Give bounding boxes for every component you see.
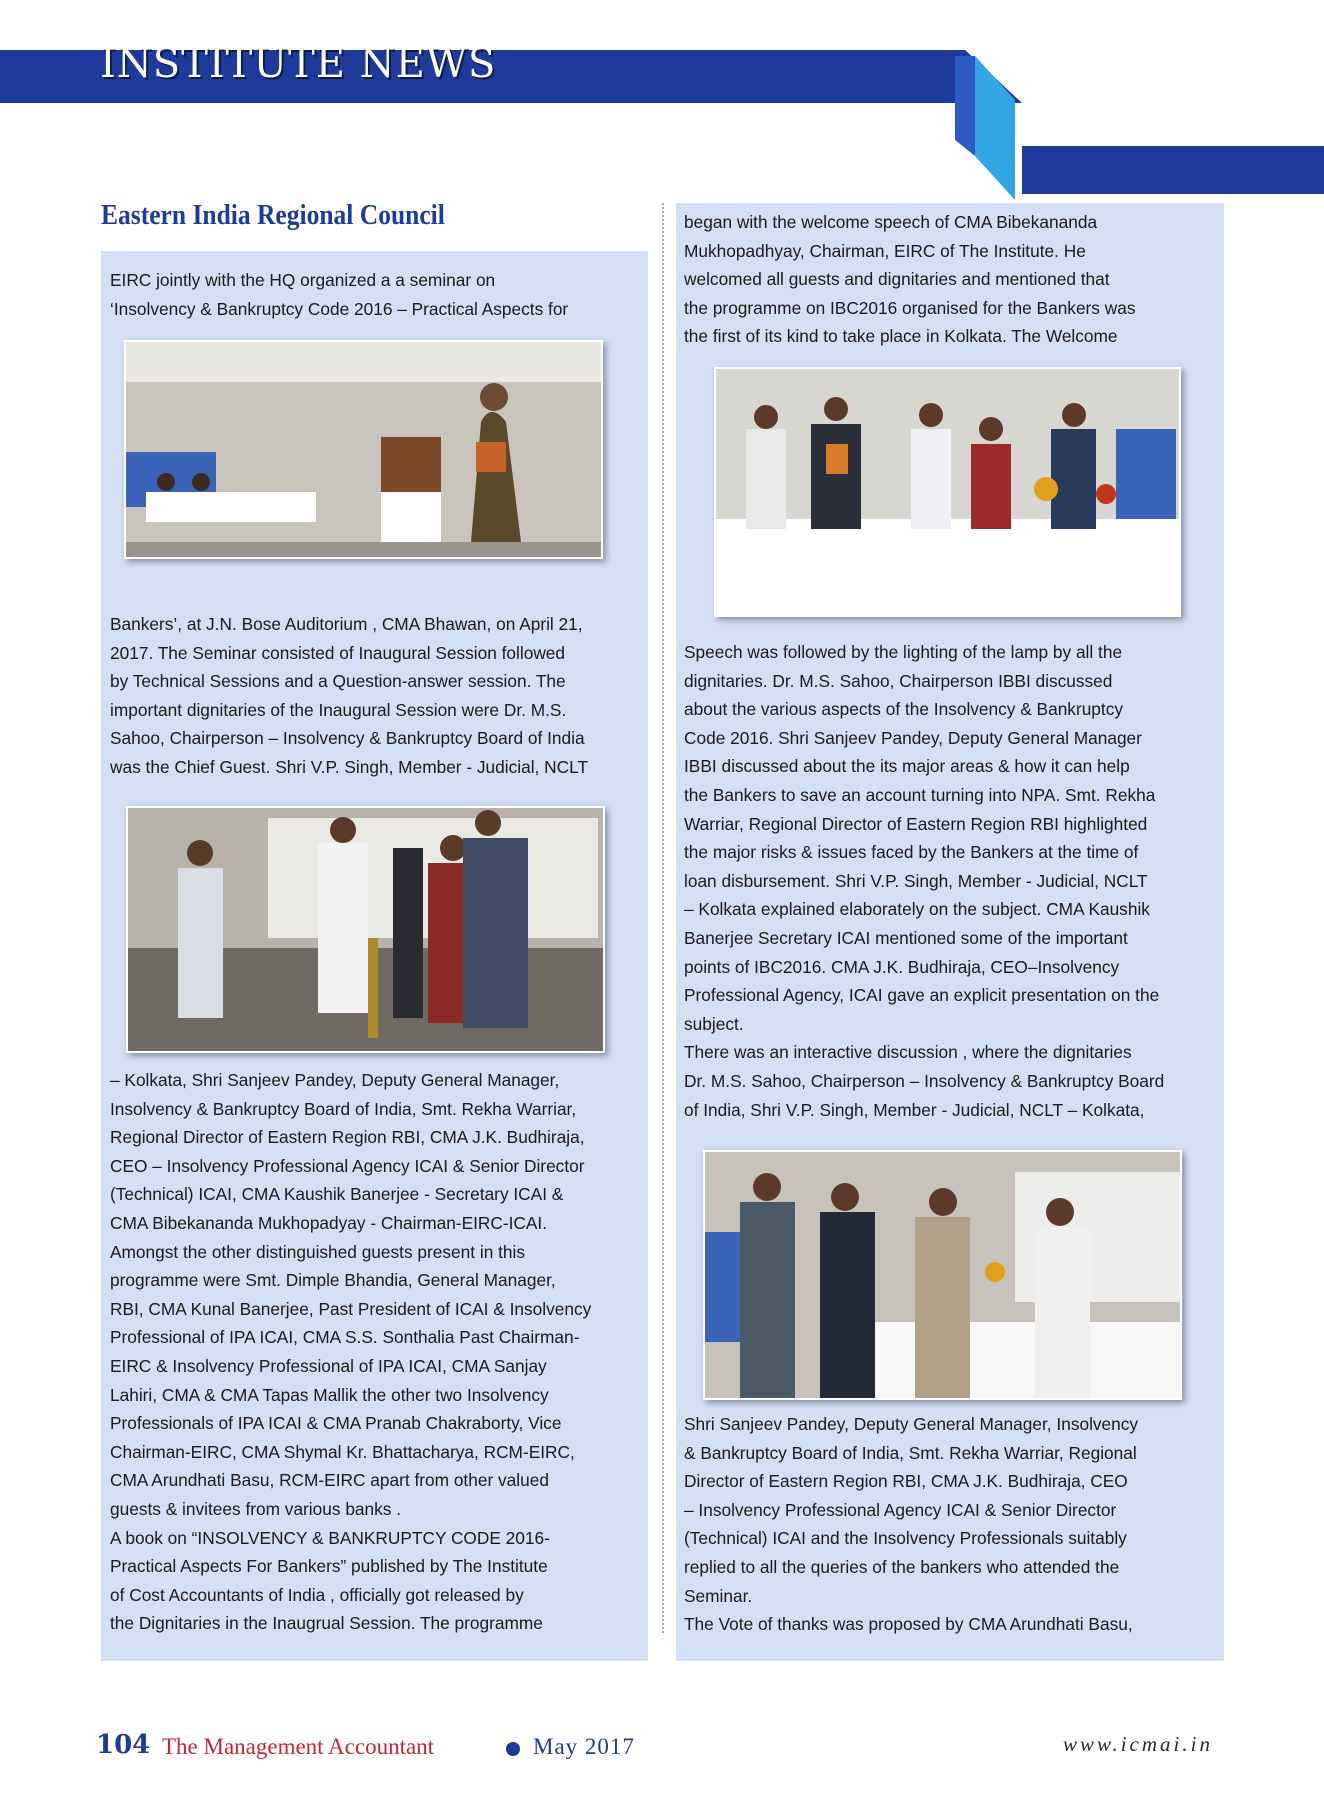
bullet-dot-icon: [506, 1742, 520, 1756]
right-paragraph-2: Speech was followed by the lighting of the lamp by all the dignitaries. Dr. M.S. Sahoo, Chairperson IBBI discussed about the various aspects of the Insolvency & Bankruptcy Code 2016. Shri Sanjeev Pandey, Deputy General Manager IBBI discussed about the its major areas & how it can help the Bankers to save an account turning into NPA. Smt. Rekha Warriar, Regional Director of Eastern Region RBI highlighted the major risks & issues faced by the Bankers at the time of loan disbursement. Shri V.P. Singh, Member - Judicial, NCLT – Kolkata explained elaborately on the subject. CMA Kaushik Banerjee Secretary ICAI mentioned some of the important points of IBC2016. CMA J.K. Budhiraja, CEO–Insolvency Professional Agency, ICAI gave an explicit presentation on the subject. There was an interactive discussion , where the dignitaries Dr. M.S. Sahoo, Chairperson – Insolvency & Bankruptcy Board of India, Shri V.P. Singh, Member - Judicial, NCLT – Kolkata,: [684, 642, 1165, 1120]
banner-shapes: [0, 0, 1324, 200]
photo-speaker-podium: [124, 340, 603, 559]
left-paragraph-2: Bankers’, at J.N. Bose Auditorium , CMA Bhawan, on April 21, 2017. The Seminar consisted of Inaugural Session followed by Technical Sessions and a Question-answer session. The important dignitaries of the Inaugural Session were Dr. M.S. Sahoo, Chairperson – Insolvency & Bankruptcy Board of India was the Chief Guest. Shri V.P. Singh, Member - Judicial, NCLT: [110, 614, 588, 777]
left-paragraph-1: EIRC jointly with the HQ organized a a seminar on ‘Insolvency & Bankruptcy Code 2016 – Practical Aspects for: [110, 270, 569, 319]
right-paragraph-3: Shri Sanjeev Pandey, Deputy General Manager, Insolvency & Bankruptcy Board of India, Smt. Rekha Warriar, Regional Director of Eastern Region RBI, CMA J.K. Budhiraja, CEO – Insolvency Professional Agency ICAI & Senior Director (Technical) ICAI and the Insolvency Professionals suitably replied to all the queries of the bankers who attended the Seminar. The Vote of thanks was proposed by CMA Arundhati Basu,: [684, 1414, 1139, 1635]
left-paragraph-3: – Kolkata, Shri Sanjeev Pandey, Deputy General Manager, Insolvency & Bankruptcy Board of India, Smt. Rekha Warriar, Regional Director of Eastern Region RBI, CMA J.K. Budhiraja, CEO – Insolvency Professional Agency ICAI & Senior Director (Technical) ICAI, CMA Kaushik Banerjee - Secretary ICAI & CMA Bibekananda Mukhopadyay - Chairman-EIRC-ICAI. Amongst the other distinguished guests present in this programme were Smt. Dimple Bhandia, General Manager, RBI, CMA Kunal Banerjee, Past President of ICAI & Insolvency Professional of IPA ICAI, CMA S.S. Sonthalia Past Chairman- EIRC & Insolvency Professional of IPA ICAI, CMA Sanjay Lahiri, CMA & CMA Tapas Mallik the other two Insolvency Professionals of IPA ICAI & CMA Pranab Chakraborty, Vice Chairman-EIRC, CMA Shymal Kr. Bhattacharya, RCM-EIRC, CMA Arundhati Basu, RCM-EIRC apart from other valued guests & invitees from various banks . A book on “INSOLVENCY & BANKRUPTCY CODE 2016- Practical Aspects For Bankers” published by The Institute of Cost Accountants of India , officially got released by the Dignitaries in the Inaugrual Session. The programme: [110, 1070, 592, 1634]
website-link[interactable]: www.icmai.in: [1063, 1732, 1213, 1756]
banner-accent-mid: [955, 56, 975, 156]
photo-felicitation: [703, 1150, 1182, 1400]
magazine-name: The Management Accountant: [162, 1734, 435, 1759]
page-number: 104: [96, 1730, 151, 1760]
page-title: INSTITUTE NEWS: [100, 41, 497, 87]
photo-book-release: [714, 367, 1181, 617]
column-divider: [662, 203, 664, 1633]
banner-right-block: [1022, 146, 1324, 194]
banner-accent-light: [975, 56, 1015, 200]
photo-lamp-lighting: [126, 806, 605, 1053]
header-banner: [0, 0, 1324, 200]
section-heading: Eastern India Regional Council: [101, 199, 445, 231]
issue-date: May 2017: [533, 1734, 635, 1759]
right-paragraph-1: began with the welcome speech of CMA Bibekananda Mukhopadhyay, Chairman, EIRC of The Institute. He welcomed all guests and dignitaries and mentioned that the programme on IBC2016 organised for the Bankers was the first of its kind to take place in Kolkata. The Welcome: [684, 212, 1136, 347]
